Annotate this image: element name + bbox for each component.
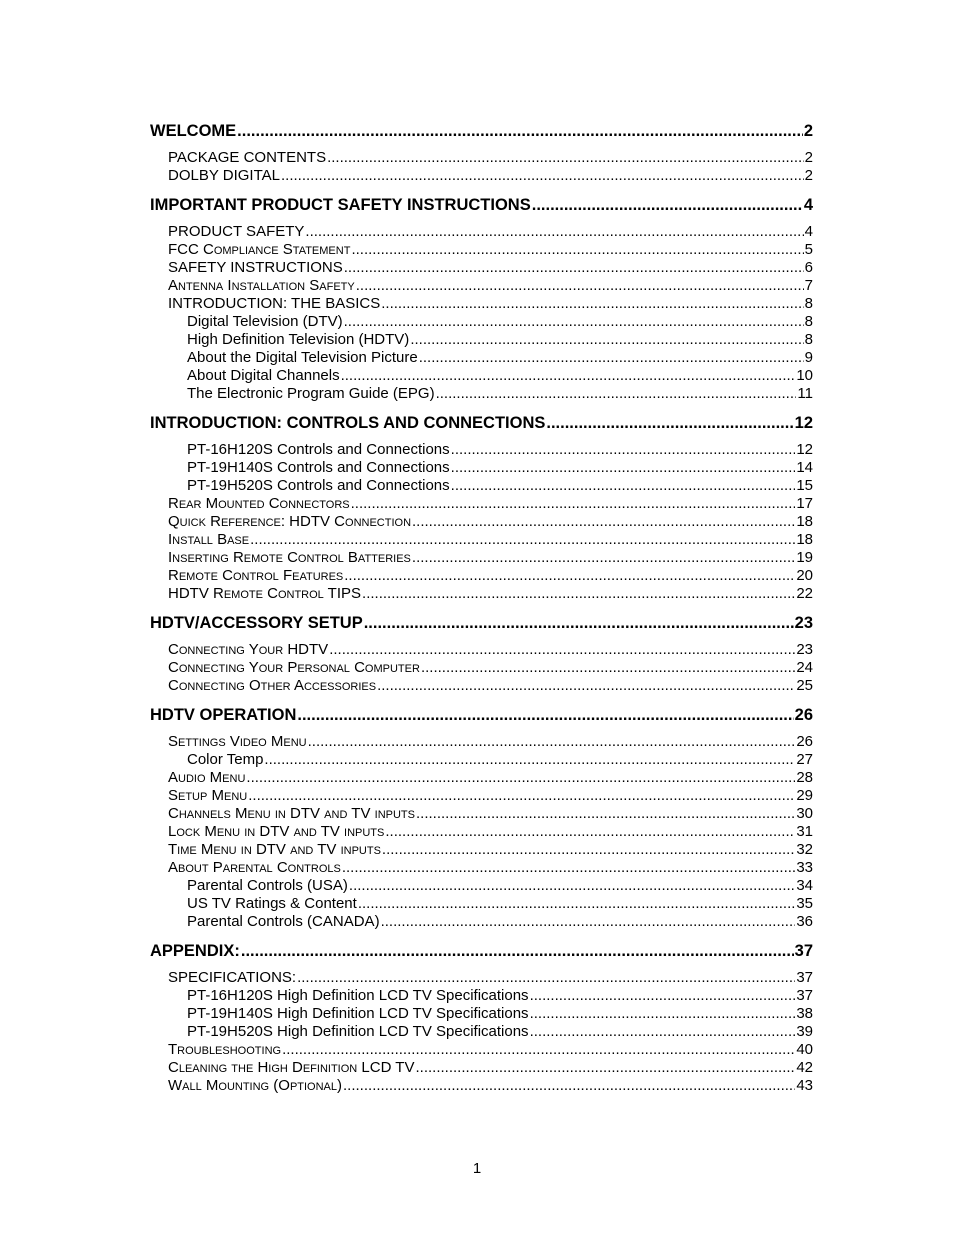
toc-entry-page: 15	[796, 477, 813, 494]
toc-entry[interactable]	[150, 121, 813, 141]
toc-entry-title: Connecting Your HDTV	[168, 641, 329, 658]
toc-entry-page: 8	[804, 313, 813, 330]
toc-entry[interactable]	[150, 969, 813, 987]
toc-leader-dots	[308, 733, 796, 751]
toc-entry-page: 19	[796, 549, 813, 566]
toc-entry[interactable]	[150, 1041, 813, 1059]
toc-entry-title: INTRODUCTION: CONTROLS AND CONNECTIONS	[150, 414, 546, 432]
toc-entry[interactable]	[150, 385, 813, 403]
toc-leader-dots	[385, 823, 795, 841]
toc-entry-page: 4	[803, 196, 813, 214]
toc-entry-title: High Definition Television (HDTV)	[187, 331, 410, 348]
toc-entry-page: 37	[794, 942, 813, 960]
toc-entry[interactable]	[150, 549, 813, 567]
toc-entry-page: 5	[804, 241, 813, 258]
toc-entry-page: 38	[796, 1005, 813, 1022]
toc-entry[interactable]	[150, 787, 813, 805]
toc-leader-dots	[362, 585, 795, 603]
toc-entry[interactable]	[150, 149, 813, 167]
toc-entry-title: HDTV Remote Control TIPS	[168, 585, 362, 602]
toc-entry-title: PT-16H120S Controls and Connections	[187, 441, 450, 458]
toc-leader-dots	[364, 613, 794, 633]
toc-entry[interactable]	[150, 413, 813, 433]
toc-entry-page: 36	[796, 913, 813, 930]
toc-entry-title: Connecting Other Accessories	[168, 677, 377, 694]
toc-entry-page: 42	[796, 1059, 813, 1076]
toc-entry[interactable]	[150, 259, 813, 277]
toc-entry-title: HDTV/ACCESSORY SETUP	[150, 614, 363, 632]
toc-entry-title: About Digital Channels	[187, 367, 340, 384]
toc-entry-title: Parental Controls (USA)	[187, 877, 348, 894]
toc-leader-dots	[546, 413, 793, 433]
toc-entry-page: 39	[796, 1023, 813, 1040]
toc-leader-dots	[530, 1023, 796, 1041]
toc-leader-dots	[344, 313, 804, 331]
toc-entry[interactable]	[150, 613, 813, 633]
toc-entry-title: Cleaning the High Definition LCD TV	[168, 1059, 415, 1076]
toc-leader-dots	[250, 531, 795, 549]
page-number: 1	[472, 1160, 482, 1177]
toc-leader-dots	[356, 277, 804, 295]
toc-entry-page: 33	[796, 859, 813, 876]
toc-entry-page: 8	[804, 331, 813, 348]
toc-entry-title: Wall Mounting (Optional)	[168, 1077, 343, 1094]
toc-leader-dots	[382, 841, 795, 859]
toc-entry-title: Install Base	[168, 531, 250, 548]
toc-entry[interactable]	[150, 877, 813, 895]
toc-leader-dots	[305, 223, 803, 241]
toc-leader-dots	[264, 751, 795, 769]
toc-entry-title: US TV Ratings & Content	[187, 895, 357, 912]
toc-entry[interactable]	[150, 585, 813, 603]
table-of-contents	[150, 121, 813, 1095]
toc-entry[interactable]	[150, 331, 813, 349]
toc-entry-page: 17	[796, 495, 813, 512]
toc-entry[interactable]	[150, 859, 813, 877]
toc-entry-title: Setup Menu	[168, 787, 248, 804]
toc-entry[interactable]	[150, 805, 813, 823]
toc-leader-dots	[344, 567, 795, 585]
toc-leader-dots	[381, 913, 796, 931]
toc-entry-title: FCC Compliance Statement	[168, 241, 351, 258]
toc-entry-page: 23	[794, 614, 813, 632]
toc-entry[interactable]	[150, 495, 813, 513]
toc-entry[interactable]	[150, 1059, 813, 1077]
toc-entry-title: PACKAGE CONTENTS	[168, 149, 327, 166]
toc-entry-title: Audio Menu	[168, 769, 246, 786]
toc-entry-title: Rear Mounted Connectors	[168, 495, 350, 512]
toc-entry[interactable]	[150, 513, 813, 531]
toc-entry-title: Inserting Remote Control Batteries	[168, 549, 411, 566]
toc-entry-page: 31	[796, 823, 813, 840]
toc-entry[interactable]	[150, 987, 813, 1005]
toc-leader-dots	[329, 641, 795, 659]
toc-entry[interactable]	[150, 459, 813, 477]
toc-entry-page: 2	[803, 122, 813, 140]
toc-entry[interactable]	[150, 567, 813, 585]
toc-entry-title: APPENDIX:	[150, 942, 240, 960]
toc-leader-dots	[451, 441, 796, 459]
toc-entry-title: PT-19H520S Controls and Connections	[187, 477, 450, 494]
toc-entry[interactable]	[150, 367, 813, 385]
toc-leader-dots	[297, 705, 793, 725]
toc-leader-dots	[358, 895, 796, 913]
toc-entry-title: Antenna Installation Safety	[168, 277, 355, 294]
toc-leader-dots	[349, 877, 795, 895]
toc-leader-dots	[436, 385, 797, 403]
toc-entry[interactable]	[150, 641, 813, 659]
toc-entry-title: INTRODUCTION: THE BASICS	[168, 295, 381, 312]
toc-entry[interactable]	[150, 841, 813, 859]
toc-entry-page: 29	[796, 787, 813, 804]
toc-entry-title: Time Menu in DTV and TV inputs	[168, 841, 381, 858]
toc-leader-dots	[351, 495, 796, 513]
toc-leader-dots	[377, 677, 795, 695]
toc-entry[interactable]	[150, 223, 813, 241]
toc-entry[interactable]	[150, 895, 813, 913]
toc-entry[interactable]	[150, 313, 813, 331]
toc-entry-title: About the Digital Television Picture	[187, 349, 418, 366]
toc-entry[interactable]	[150, 349, 813, 367]
toc-leader-dots	[451, 477, 796, 495]
toc-entry[interactable]	[150, 1077, 813, 1095]
toc-leader-dots	[419, 349, 804, 367]
toc-leader-dots	[246, 769, 795, 787]
toc-entry-title: The Electronic Program Guide (EPG)	[187, 385, 435, 402]
toc-entry-page: 6	[804, 259, 813, 276]
toc-entry-page: 8	[804, 295, 813, 312]
toc-entry-title: Settings Video Menu	[168, 733, 307, 750]
toc-entry-page: 12	[796, 441, 813, 458]
toc-entry-page: 22	[796, 585, 813, 602]
toc-entry-title: PT-19H140S High Definition LCD TV Specifications	[187, 1005, 529, 1022]
toc-entry[interactable]	[150, 295, 813, 313]
toc-entry-title: HDTV OPERATION	[150, 706, 297, 724]
toc-entry[interactable]	[150, 1023, 813, 1041]
toc-entry[interactable]	[150, 659, 813, 677]
toc-entry-page: 18	[796, 531, 813, 548]
toc-leader-dots	[343, 1077, 795, 1095]
toc-entry[interactable]	[150, 277, 813, 295]
toc-entry-page: 7	[804, 277, 813, 294]
toc-entry-page: 9	[804, 349, 813, 366]
toc-entry-title: PT-19H520S High Definition LCD TV Specifications	[187, 1023, 529, 1040]
toc-entry-page: 18	[796, 513, 813, 530]
toc-entry-title: PRODUCT SAFETY	[168, 223, 305, 240]
toc-leader-dots	[241, 941, 794, 961]
toc-leader-dots	[415, 1059, 795, 1077]
toc-entry[interactable]	[150, 705, 813, 725]
toc-entry[interactable]	[150, 677, 813, 695]
toc-entry[interactable]	[150, 441, 813, 459]
toc-leader-dots	[351, 241, 803, 259]
toc-leader-dots	[451, 459, 796, 477]
toc-entry-page: 2	[804, 167, 813, 184]
toc-entry-page: 26	[796, 733, 813, 750]
toc-entry-title: Parental Controls (CANADA)	[187, 913, 380, 930]
toc-entry[interactable]	[150, 477, 813, 495]
toc-entry-page: 11	[797, 385, 813, 402]
toc-entry-page: 37	[796, 987, 813, 1004]
toc-entry-title: Lock Menu in DTV and TV inputs	[168, 823, 385, 840]
toc-entry-title: Channels Menu in DTV and TV inputs	[168, 805, 415, 822]
toc-entry-title: Troubleshooting	[168, 1041, 282, 1058]
toc-entry-title: PT-19H140S Controls and Connections	[187, 459, 450, 476]
toc-leader-dots	[248, 787, 795, 805]
toc-entry-page: 27	[796, 751, 813, 768]
toc-entry-title: Connecting Your Personal Computer	[168, 659, 420, 676]
toc-leader-dots	[530, 1005, 796, 1023]
toc-entry-page: 2	[804, 149, 813, 166]
toc-entry[interactable]	[150, 913, 813, 931]
toc-entry[interactable]	[150, 1005, 813, 1023]
toc-entry-page: 25	[796, 677, 813, 694]
toc-leader-dots	[297, 969, 795, 987]
toc-entry[interactable]	[150, 241, 813, 259]
toc-entry-title: IMPORTANT PRODUCT SAFETY INSTRUCTIONS	[150, 196, 531, 214]
toc-entry-title: Color Temp	[187, 751, 264, 768]
toc-leader-dots	[327, 149, 804, 167]
toc-entry-page: 12	[794, 414, 813, 432]
toc-leader-dots	[421, 659, 795, 677]
toc-leader-dots	[341, 367, 796, 385]
toc-entry-title: Digital Television (DTV)	[187, 313, 343, 330]
toc-entry-page: 30	[796, 805, 813, 822]
toc-leader-dots	[532, 195, 803, 215]
toc-entry[interactable]	[150, 941, 813, 961]
toc-entry-title: About Parental Controls	[168, 859, 341, 876]
toc-leader-dots	[237, 121, 803, 141]
toc-leader-dots	[530, 987, 796, 1005]
toc-entry-page: 32	[796, 841, 813, 858]
toc-entry-page: 40	[796, 1041, 813, 1058]
toc-entry-page: 37	[796, 969, 813, 986]
toc-entry-title: PT-16H120S High Definition LCD TV Specifications	[187, 987, 529, 1004]
toc-leader-dots	[412, 549, 795, 567]
toc-entry-page: 24	[796, 659, 813, 676]
toc-leader-dots	[344, 259, 804, 277]
toc-entry-title: WELCOME	[150, 122, 237, 140]
toc-entry-page: 26	[794, 706, 813, 724]
toc-entry-page: 10	[796, 367, 813, 384]
toc-entry-title: Quick Reference: HDTV Connection	[168, 513, 412, 530]
toc-entry[interactable]	[150, 751, 813, 769]
toc-entry[interactable]	[150, 733, 813, 751]
toc-entry[interactable]	[150, 769, 813, 787]
toc-entry-title: DOLBY DIGITAL	[168, 167, 280, 184]
toc-leader-dots	[416, 805, 795, 823]
toc-entry-page: 35	[796, 895, 813, 912]
toc-leader-dots	[281, 167, 804, 185]
toc-leader-dots	[410, 331, 803, 349]
toc-entry[interactable]	[150, 823, 813, 841]
toc-leader-dots	[342, 859, 795, 877]
toc-entry-page: 28	[796, 769, 813, 786]
toc-entry[interactable]	[150, 531, 813, 549]
toc-entry-title: SPECIFICATIONS:	[168, 969, 297, 986]
toc-entry-page: 34	[796, 877, 813, 894]
toc-entry-title: SAFETY INSTRUCTIONS	[168, 259, 343, 276]
toc-entry-page: 14	[796, 459, 813, 476]
toc-entry[interactable]	[150, 195, 813, 215]
toc-entry-page: 20	[796, 567, 813, 584]
toc-entry[interactable]	[150, 167, 813, 185]
toc-leader-dots	[412, 513, 795, 531]
toc-leader-dots	[381, 295, 803, 313]
toc-entry-page: 43	[796, 1077, 813, 1094]
toc-entry-title: Remote Control Features	[168, 567, 344, 584]
toc-entry-page: 4	[804, 223, 813, 240]
toc-leader-dots	[282, 1041, 795, 1059]
toc-entry-page: 23	[796, 641, 813, 658]
